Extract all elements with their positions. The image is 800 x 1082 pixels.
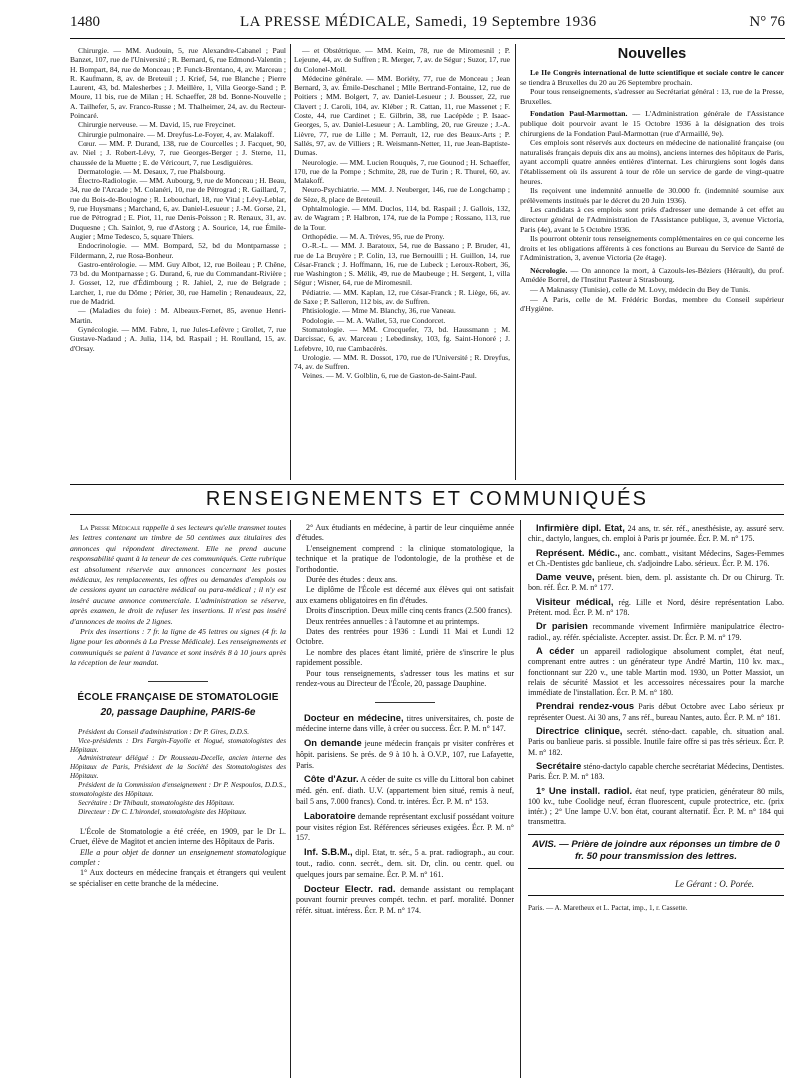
specialist-entry: O.-R.-L. — MM. J. Baratoux, 54, rue de Bassano ; P. Bruder, 41, rue de La Bruyère ; P. Colin, 13, rue Bernouilli ; H. Guillon, 14, rue César-Franck ; J. Hoffmann, 16, rue de Lubeck ; Leroux-Robert, 36, rue Washington ; S. Mélik, 49, rue de Maubeuge ; H. Sergent, 1, villa Ségur ; Wisner, 64, rue de Miromesnil. (294, 241, 510, 288)
renseignements-right-column (528, 523, 784, 912)
classified-ad (528, 548, 784, 570)
section-rule-top (70, 484, 784, 485)
fondation-candidats: Les candidats à ces emplois sont priés d'adresser une demande à cet effet au directeur général de l'Administration de l'Assistance publique, 3, avenue Victoria, Paris (4e), avant le 5 Octobre 1936. (520, 205, 784, 234)
ecole-info: Dates des rentrées pour 1936 : Lundi 11 Mai et Lundi 12 Octobre. (296, 627, 514, 647)
congres-text: se tiendra à Bruxelles du 20 au 26 Septembre prochain. (520, 77, 693, 87)
specialist-entry: Urologie. — MM. R. Dossot, 170, rue de l'Université ; R. Dreyfus, 74, av. de Suffren. (294, 352, 510, 372)
specialist-entry: Ophtalmologie. — MM. Duclos, 114, bd. Raspail ; J. Gallois, 132, av. de Wagram ; P. Halbron, 174, rue de la Pompe ; Rossano, 113, rue de la Tour. (294, 204, 510, 232)
ad-text: Paris début Octobre avec Labo sérieux pr représenter Ouest. Ai 30 ans, 7 ans réf., bureau Nantes, auto. Écr. P. M. n° 181. (528, 702, 784, 722)
ad-title: Directrice clinique, (536, 725, 623, 737)
avis-rule-bottom (528, 868, 784, 869)
imprimeur: Paris. — A. Maretheux et L. Pactat, imp., 1, r. Cassette. (528, 903, 688, 912)
classified-ad (528, 646, 784, 698)
ad-title: Visiteur médical, (536, 595, 614, 607)
imprimeur-rule (528, 895, 784, 896)
classified-ad (528, 726, 784, 758)
avis-rule-top (528, 834, 784, 835)
ad-title: A céder (536, 644, 575, 656)
specialist-entry: Gynécologie. — MM. Fabre, 1, rue Jules-Lefèvre ; Grollet, 7, rue Gustave-Nadaud ; A. Julia, 114, bd. Raspail ; H. Roulland, 15, av. d'Orsay. (70, 324, 286, 353)
specialist-entry: Médecine générale. — MM. Boriéty, 77, rue de Monceau ; Jean Bernard, 3, av. Émile-Deschanel ; Mlle Bertrand-Fontaine, 12, rue de Poitiers ; MM. Bolgert, 7, av. Daniel-Lesueur ; J. Bousser, 22, rue Clavert ; J. Caroli, 104, av. Kléber ; R. Cattan, 11, rue Massenet ; F. Coste, 44, rue Cardinet ; E. Gilbrin, 38, rue Lacépède ; P. Isaac-Georges, 5, av. Daniel-Lesueur ; A. Lambling, 20, rue Greuze ; J.-A. Lièvre, 77, rue de Lille ; M. Perrault, 12, rue des Beaux-Arts ; P. Sallés, 97, av. de Villiers ; R. Weismann-Netter, 11, rue Jean-Baptiste-Dumas. (294, 73, 510, 158)
necrologie-heading: Nécrologie. (530, 265, 568, 275)
page-header (70, 8, 785, 34)
nouvelles-title: Nouvelles (617, 46, 687, 62)
nouvelles-section (520, 46, 784, 314)
ecole-objet: Elle a pour objet de donner un enseignement stomatologique complet : (70, 847, 286, 867)
ecole-info: Deux rentrées annuelles : à l'automne et au printemps. (306, 616, 480, 626)
specialist-entry: Neuro-Psychiatrie. — MM. J. Neuberger, 146, rue de Longchamp ; de Sèze, 8, place de Breteuil. (294, 185, 510, 204)
ad-text: demande assistant ou remplaçant pouvant fournir preuves compét. techn. et parf. moralité. Donner référ. situat. intéress. Écr. P. M. n° 174. (296, 884, 514, 916)
section-rule-bottom (70, 514, 784, 515)
ecole-info: L'enseignement comprend : la clinique stomatologique, la technique et la pratique de l'odontologie, de la prothèse et de l'orthodontie. (296, 543, 514, 574)
ad-text: sténo-dactylo capable cherche secrétariat Médecins, Dentistes. Paris. Écr. P. M. n° 183. (528, 761, 784, 782)
fondation-conditions: Ces emplois sont réservés aux docteurs en médecine de nationalité française (ou naturalisés français depuis dix ans au moins), anciens internes des hôpitaux de Paris, ayant accompli quatre années entières d'internat. Les chirurgiens sont logés dans l'établissement où ils assurent à tour de rôle un service de garde de vingt-quatre heures. (520, 138, 784, 186)
ad-title: Laboratoire (304, 809, 356, 821)
specialist-entry: Chirurgie pulmonaire. — M. Dreyfus-Le-Foyer, 4, av. Malakoff. (78, 129, 275, 139)
ad-text: jeune médecin français pr visiter confrères et hôpit. parisiens. Se prés. de 9 à 10 h. à O.V.P., 107, rue Lafayette, Paris. (296, 739, 515, 770)
specialist-entry: Dermatologie. — M. Desaux, 7, rue Phalsbourg. (78, 166, 226, 176)
congres-heading: Le IIe Congrès international de lutte scientifique et sociale contre le cancer (530, 68, 784, 77)
journal-name: La Presse Médicale (80, 523, 141, 532)
journal-title: LA PRESSE MÉDICALE, Samedi, 19 Septembre 1936 (240, 14, 597, 30)
classified-ad (296, 738, 514, 771)
ecole-history: L'École de Stomatologie a été créée, en 1909, par le Dr L. Cruet, élève de Magitot et ancien interne des Hôpitaux de Paris. (70, 826, 286, 847)
lead-text-1: rappelle à ses lecteurs qu'elle transmet toutes les lettres contenant un timbre de 50 centimes aux titulaires des annonces qui répondent directement. Elle ne prend aucune responsabilité quant à la teneur de ces communiqués. Cette rubrique est absolument réservée aux annonces concernant les postes médicaux, les remplacements, les offres ou demandes d'emplois ou de cessions ayant un caractère médical ou para-médical ; il n'y est inséré aucune annonce commerciale. L'administration se réserve, après examen, le droit de refuser les insertions. Il n'est pas inséré d'annonces de moins de 2 lignes. (70, 523, 286, 626)
specialist-entry: Chirurgie nerveuse. — M. David, 15, rue Freycinet. (78, 120, 236, 130)
renseignements-left-column (70, 523, 286, 889)
ad-text: état neuf, type praticien, générateur 80 mils, 100 kv., tube Coolidge neuf, écran fluorescent, cupule protectrice, etc. (prix intér.) ; 2° Une lampe U.V. bon état, courant alternatif. Écr. P. M. n° 184 qui transmettra. (528, 786, 784, 827)
classified-ad (528, 523, 784, 545)
necrologie-paris: — A Paris, celle de M. Frédéric Bordas, membre du Conseil supérieur d'Hygiène. (520, 294, 784, 314)
ecole-docteurs: 1° Aux docteurs en médecine français et étrangers qui veulent se spécialiser en cette branche de la médecine. (70, 868, 286, 888)
ecole-title: ÉCOLE FRANÇAISE DE STOMATOLOGIE (77, 691, 279, 703)
ecole-staff-list (70, 728, 286, 817)
column-divider (520, 520, 521, 1078)
ad-title: 1° Une install. radiol. (536, 784, 633, 796)
necrologie-maknassy: — A Maknassy (Tunisie), celle de M. Lovy, médecin du Bey de Tunis. (530, 285, 751, 295)
short-divider (375, 702, 435, 703)
ad-text: A céder de suite cs ville du Littoral bon cabinet méd. gén. enf. diath. U.V. (appartement bien situé, remis à neuf, bail 5 ans, 7.000 francs). Cond. tr. intéres. Écr. P. M. n° 153. (296, 775, 514, 807)
ecole-info: Pour tous renseignements, s'adresser tous les matins et sur rendez-vous au Directeur de l'École, 20, passage Dauphine. (296, 668, 514, 689)
classified-ad (296, 774, 514, 807)
fondation-text: — L'Administration générale de l'Assistance publique doit pourvoir avant le 15 Octobre 1936 à la désignation des trois chirurgiens de la Fondation Paul-Marmottan (rue d'Armaillé, 9e). (520, 109, 784, 138)
classified-ad (296, 811, 514, 844)
ad-text: titres universitaires, ch. poste de médecine interne dans ville, à créer ou success. Écr. P. M. n° 147. (296, 713, 514, 734)
avis-notice: AVIS. — Prière de joindre aux réponses un timbre de 0 fr. 50 pour transmission des lettres. (532, 838, 780, 862)
ad-title: Secrétaire (536, 759, 582, 771)
ad-text: recommande vivement Infirmière manipulatrice électro-radiol., ay. référ. spécialiste. Accepter. assist. Dr. Écr. P. M. n° 179. (528, 622, 784, 642)
ecole-info: Droits d'inscription. Deux mille cinq cents francs (2.500 francs). (306, 606, 513, 616)
ad-text: demande représentant exclusif possédant voiture pour visites région Est. Références sérieuses exigées. Écr. P. M. n° 157. (296, 811, 514, 843)
ad-text: anc. combatt., visitant Médecins, Sages-Femmes et Ch.-Dentistes gdc banlieue, ch. s'adjoindre Labo. sérieux. Écr. P. M. 176. (528, 548, 785, 568)
ad-text: 24 ans, tr. sér. réf., anesthésiste, ay. assuré serv. chir., dactylo, langues, ch. emploi à Paris pr journée. Écr. P. M. n° 175. (528, 524, 784, 544)
classified-ad (528, 572, 784, 594)
ad-title: Docteur Electr. rad. (304, 882, 396, 894)
specialist-entry: — (Maladies du foie) : M. Albeaux-Fernet, 85, avenue Henri-Martin. (70, 306, 286, 325)
specialist-entry: Gastro-entérologie. — MM. Guy Albot, 12, rue Boileau ; P. Chêne, 73 bd. du Montparnasse ; G. Durand, 6, rue du Commandant-Rivière ; J. Gosset, 12, rue d'Édimbourg ; R. Jahiel, 2, rue de Belgrade ; Larcher, 1, rue du Dôme ; Périer, 30, rue Hamelin ; Renaudeaux, 22, rue de Madrid. (70, 259, 286, 307)
ad-text: un appareil radiologique absolument complet, état neuf, comprenant entre autres : un générateur type André Martin, 110 kv. max., fonctionnant sur 220 v., une table Martin mod. 1930, un Potter Massiot, un relais de sécurité Massiot et les accessoires nécessaires pour la marche immédiate de l'installation. Écr. P. M. n° 180. (528, 646, 785, 698)
ad-title: Docteur en médecine, (304, 711, 404, 723)
specialist-entry: Chirurgie. — MM. Audouin, 5, rue Alexandre-Cabanel ; Paul Banzet, 107, rue de l'Université ; R. Bernard, 6, rue Edmond-Valentin ; H. Bompart, 84, rue de Monceau ; P. Funck-Brentano, 4, av. Marceau ; R. Kaufmann, 8, av. de Breteuil ; J. Krief, 54, rue Blanche ; Pierre Laurent, 43, bd. Malesherbes ; J. Meillère, 1, Villa George-Sand ; P. Moure, 11 bis, rue de Milan ; H. Schaeffer, 28 bd. Bonne-Nouvelle ; A. Tailhefer, 5, av. Franco-Russe ; M. Thalheimer, 24, av. du Recteur-Poincaré. (70, 46, 286, 121)
classified-ad (528, 701, 784, 723)
specialist-entry: Veines. — M. V. Golblin, 6, rue de Gaston-de-Saint-Paul. (302, 371, 477, 381)
ad-text: rég. Lille et Nord, désire représentation Labo. Prétent. mod. Écr. P. M. n° 178. (528, 597, 784, 618)
specialist-entry: Endocrinologie. — MM. Bompard, 52, bd du Montparnasse ; Fildermann, 2, rue Rosa-Bonheur. (70, 241, 286, 260)
ad-text: présent. bien, dem. pl. assistante ch. Dr ou Chirurg. Tr. bon. réf. Écr. P. M. n° 177. (528, 573, 784, 593)
renseignements-middle-column (296, 523, 514, 920)
specialist-entry: Podologie. — M. A. Wallet, 53, rue Condorcet. (302, 315, 446, 325)
classified-ad (296, 884, 514, 917)
header-rule (70, 38, 785, 39)
specialist-entry: Stomatologie. — MM. Crocquefer, 73, bd. Haussmann ; M. Darcissac, 6, av. Marceau ; Lebedinsky, 103, fg. Saint-Honoré ; J. Lefebvre, 10, rue Cambacérès. (294, 324, 510, 353)
specialist-entry: Cœur. — MM. P. Durand, 138, rue de Courcelles ; J. Facquet, 90, av. Niel ; J. Robert-Lévy, 7, rue Georges-Berger ; J. Sterne, 11, chaussée de la Muette ; E. de Véricourt, 7, rue Lesdiguières. (70, 138, 286, 167)
column-divider (290, 520, 291, 1078)
ad-title: On demande (304, 737, 362, 749)
ad-text: secrét. sténo-dact. capable, ch. situation anal. Paris ou banlieue paris. si possible. Inutile faire offre si pas très sérieux. Écr. P. M. n° 182. (528, 727, 784, 757)
classified-ad (528, 761, 784, 783)
ecole-info: Le diplôme de l'École est décerné aux élèves qui ont satisfait aux examens obligatoires en fin d'études. (296, 585, 514, 605)
fondation-renseignements: Ils pourront obtenir tous renseignements complémentaires en ce qui concerne les droits et les obligations afférents à ces fonctions au Bureau du Service de Santé de l'Administration, 3, avenue Victoria (2e étage). (520, 234, 784, 263)
specialist-entry: — et Obstétrique. — MM. Keim, 78, rue de Miromesnil ; P. Lejeune, 44, av. de Suffren ; R. Merger, 7, av. de Ségur ; Suzor, 17, rue du Colonel-Moll. (294, 46, 510, 74)
congres-info: Pour tous renseignements, s'adresser au Secrétariat général : 13, rue de la Presse, Bruxelles. (520, 87, 784, 106)
classified-ad (528, 786, 784, 828)
necrologie-text: — On annonce la mort, à Cazouls-les-Béziers (Hérault), du prof. Amédée Borrel, de l'Institut Pasteur à Strasbourg. (520, 265, 784, 285)
fondation-heading: Fondation Paul-Marmottan. (530, 109, 628, 119)
classified-ad (528, 597, 784, 619)
classified-ad (296, 847, 514, 880)
ecole-address: 20, passage Dauphine, PARIS-6e (100, 706, 256, 718)
short-divider (148, 681, 208, 682)
specialists-column-2 (294, 46, 510, 381)
ad-title: Représent. Médic., (536, 546, 621, 558)
column-divider (290, 44, 291, 480)
classified-ad (528, 621, 784, 643)
staff-entry: Secrétaire : Dr Thibault, stomatologiste des Hôpitaux. (78, 798, 235, 807)
ad-text: dipl. Etat, tr. sér., 5 a. prat. radiograph., au cour. tout., radio. conn. secrét., dem. sit. Dr, clin. ou centr. quel. ou quelques jours par semaine. Écr. P. M. n° 161. (296, 848, 514, 879)
staff-entry: Administrateur délégué : Dr Rousseau-Decelle, ancien interne des Hôpitaux de Paris, Président de la Société des Stomatologistes des Hôpitaux. (70, 754, 286, 781)
page-number: 1480 (70, 14, 100, 30)
lead-text-2: Prix des insertions : 7 fr. la ligne de 45 lettres ou signes (4 fr. la ligne pour les abonnés à La Presse Médicale). Les renseignements et communiqués se paient à l'avance et sont insérés 8 à 10 jours après la réception de leur mandat. (70, 627, 286, 668)
staff-entry: Directeur : Dr C. L'hirondel, stomatologiste des Hôpitaux. (78, 807, 247, 816)
classified-ad (296, 713, 514, 736)
staff-entry: Président de la Commission d'enseignement : Dr P. Nespoulos, D.D.S., stomatologiste des Hôpitaux. (70, 781, 286, 799)
renseignements-title: RENSEIGNEMENTS ET COMMUNIQUÉS (205, 488, 649, 510)
ad-title: Prendrai rendez-vous (536, 700, 635, 712)
fondation-indemnite: Ils reçoivent une indemnité annuelle de 30.000 fr. (indemnité soumise aux prélèvements institués par le décret du 20 Juin 1936). (520, 186, 784, 205)
ecole-info: Le nombre des places étant limité, prière de s'inscrire le plus rapidement possible. (296, 647, 514, 668)
ecole-info: 2° Aux étudiants en médecine, à partir de leur cinquième année d'études. (296, 523, 514, 543)
ad-title: Infirmière dipl. Etat, (536, 522, 625, 533)
specialist-entry: Neurologie. — MM. Lucien Rouquès, 7, rue Gounod ; H. Schaeffer, 170, rue de la Pompe ; Schmite, 28, rue de Turin ; R. Thurel, 60, av. Malakoff. (294, 157, 510, 186)
specialist-entry: Orthopédie. — M. A. Trèves, 95, rue de Prony. (302, 231, 445, 241)
specialist-entry: Électro-Radiologie. — MM. Aubourg, 9, rue de Monceau ; H. Beau, 34, rue de l'Arcade ; M. Colanéri, 10, rue de Pétrograd ; R. Gaillard, 7, rue du Bois-de-Boulogne ; R. Leboucharl, 18, rue Vital ; Lévy-Leblar, 9, rue Huysmans ; Marchand, 6, av. Daniel-Lesueur ; J.-M. Gorse, 21, rue de Pétrograd ; E. Piot, 11, rue Denis-Poisson ; R. Renaux, 31, av. Duquesne ; Ch. Sainlot, 9, rue d'Astorg ; A. Sourice, 14, rue Émile-Augier ; Mme Tedesco, 5, square Thiers. (70, 176, 286, 241)
ad-title: Dame veuve, (536, 571, 595, 583)
staff-entry: Vice-présidents : Drs Fargin-Fayolle et Nogué, stomatologistes des Hôpitaux. (70, 736, 286, 754)
column-divider (515, 44, 516, 480)
ad-title: Dr parisien (536, 620, 588, 632)
specialist-entry: Phtisiologie. — Mme M. Blanchy, 36, rue Vaneau. (302, 306, 456, 316)
ecole-info: Durée des études : deux ans. (306, 575, 398, 585)
specialist-entry: Pédiatrie. — MM. Kaplan, 12, rue César-Franck ; R. Liège, 66, av. de Saxe ; P. Salleron, 112 bis, av. de Suffren. (294, 287, 510, 307)
gerant: Le Gérant : O. Porée. (675, 878, 754, 889)
specialists-column-1 (70, 46, 286, 353)
staff-entry: Président du Conseil d'administration : Dr P. Gires, D.D.S. (78, 727, 250, 736)
ad-title: Côte d'Azur. (304, 773, 359, 785)
ad-title: Inf. S.B.M., (304, 846, 353, 858)
issue-number: N° 76 (749, 14, 785, 30)
